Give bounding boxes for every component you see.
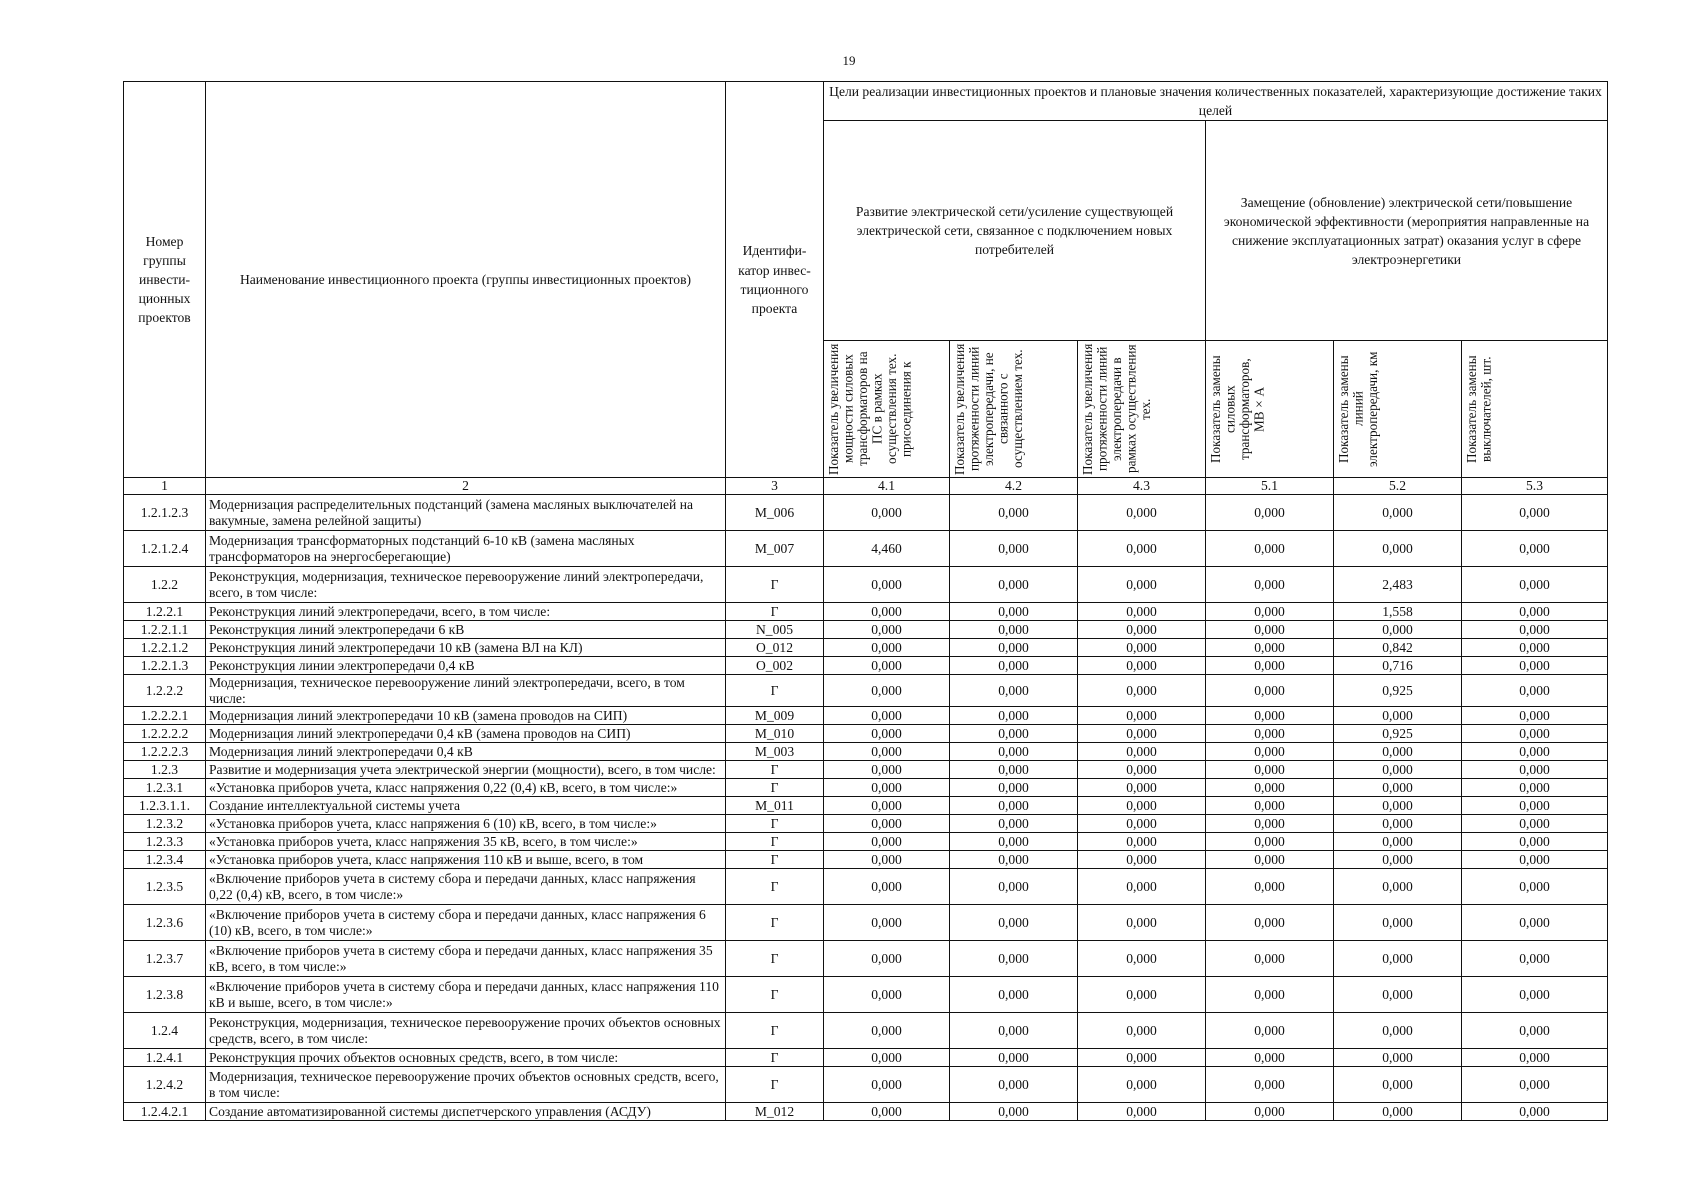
indicator-value-cell: 0,000: [824, 797, 950, 815]
project-id-cell: Г: [726, 1067, 824, 1103]
indicator-value-cell: 0,000: [1078, 905, 1206, 941]
indicator-value-cell: 0,000: [1206, 1103, 1334, 1121]
project-id-cell: М_009: [726, 707, 824, 725]
project-name-cell: Реконструкция линий электропередачи 10 кВ (замена ВЛ на КЛ): [206, 639, 726, 657]
project-id-cell: Г: [726, 815, 824, 833]
indicator-value-cell: 0,000: [1206, 977, 1334, 1013]
indicator-value-cell: 0,000: [950, 531, 1078, 567]
indicator-value-cell: 0,000: [1462, 833, 1608, 851]
table-row: [124, 531, 1608, 567]
indicator-value-cell: 0,000: [950, 1067, 1078, 1103]
indicator-value-cell: 1,558: [1334, 603, 1462, 621]
table-row: [124, 657, 1608, 675]
table-row: [124, 851, 1608, 869]
header-network-development: Развитие электрической сети/усиление существующей электрической сети, связанное с подключением новых потребителей: [824, 121, 1206, 341]
project-name-cell: «Установка приборов учета, класс напряжения 0,22 (0,4) кВ, всего, в том числе:»: [206, 779, 726, 797]
indicator-value-cell: 0,000: [1206, 815, 1334, 833]
indicator-value-cell: 0,000: [950, 725, 1078, 743]
project-id-cell: Г: [726, 851, 824, 869]
table-row: [124, 603, 1608, 621]
indicator-value-cell: 0,000: [1334, 905, 1462, 941]
indicator-value-cell: 0,000: [1334, 941, 1462, 977]
group-number-cell: 1.2.3.2: [124, 815, 206, 833]
indicator-value-cell: 0,925: [1334, 725, 1462, 743]
project-id-cell: Г: [726, 675, 824, 707]
table-row: [124, 761, 1608, 779]
project-name-cell: Модернизация линий электропередачи 0,4 кВ (замена проводов на СИП): [206, 725, 726, 743]
indicator-value-cell: 0,000: [1462, 1067, 1608, 1103]
indicator-value-cell: 0,000: [824, 1049, 950, 1067]
indicator-value-cell: 0,000: [824, 869, 950, 905]
indicator-value-cell: 0,000: [824, 621, 950, 639]
col-number: 2: [206, 478, 726, 495]
indicator-value-cell: 0,000: [824, 833, 950, 851]
project-id-cell: Г: [726, 567, 824, 603]
indicator-value-cell: 2,483: [1334, 567, 1462, 603]
header-group-number: Номер группы инвести-ционных проектов: [124, 82, 206, 478]
group-number-cell: 1.2.4.2: [124, 1067, 206, 1103]
indicator-value-cell: 0,000: [1206, 1013, 1334, 1049]
indicator-value-cell: 0,000: [824, 815, 950, 833]
indicator-value-cell: 0,000: [824, 707, 950, 725]
table-row: [124, 833, 1608, 851]
group-number-cell: 1.2.2.2.2: [124, 725, 206, 743]
indicator-value-cell: 0,000: [1462, 531, 1608, 567]
project-name-cell: Создание интеллектуальной системы учета: [206, 797, 726, 815]
indicator-value-cell: 0,000: [1462, 1103, 1608, 1121]
indicator-value-cell: 0,000: [1334, 531, 1462, 567]
project-name-cell: Модернизация линий электропередачи 10 кВ (замена проводов на СИП): [206, 707, 726, 725]
indicator-value-cell: 0,000: [1078, 603, 1206, 621]
table-row: [124, 495, 1608, 531]
header-col-4-2: Показатель увеличения протяженности линий электропередачи, не связанного с осуществлением тех.: [950, 341, 1078, 478]
project-id-cell: Г: [726, 941, 824, 977]
project-id-cell: Г: [726, 603, 824, 621]
indicator-value-cell: 0,000: [950, 567, 1078, 603]
indicator-value-cell: 0,000: [1334, 977, 1462, 1013]
group-number-cell: 1.2.4.1: [124, 1049, 206, 1067]
page-number: 19: [842, 53, 856, 68]
indicator-value-cell: 0,000: [1206, 797, 1334, 815]
indicator-value-cell: 0,000: [1206, 657, 1334, 675]
project-id-cell: М_003: [726, 743, 824, 761]
project-id-cell: М_012: [726, 1103, 824, 1121]
indicator-value-cell: 0,000: [1462, 621, 1608, 639]
indicator-value-cell: 0,000: [1206, 603, 1334, 621]
table-row: [124, 567, 1608, 603]
indicator-value-cell: 0,000: [1462, 495, 1608, 531]
indicator-value-cell: 0,000: [950, 905, 1078, 941]
project-id-cell: Г: [726, 833, 824, 851]
project-name-cell: «Включение приборов учета в систему сбора и передачи данных, класс напряжения 6 (10) кВ, всего, в том числе:»: [206, 905, 726, 941]
indicator-value-cell: 0,000: [950, 621, 1078, 639]
project-name-cell: Модернизация, техническое перевооружение линий электропередачи, всего, в том числе:: [206, 675, 726, 707]
col-number: 4.3: [1078, 478, 1206, 495]
indicator-value-cell: 0,000: [1206, 761, 1334, 779]
project-id-cell: N_005: [726, 621, 824, 639]
indicator-value-cell: 0,000: [824, 657, 950, 675]
indicator-value-cell: 0,000: [950, 869, 1078, 905]
indicator-value-cell: 0,000: [824, 779, 950, 797]
project-id-cell: Г: [726, 761, 824, 779]
indicator-value-cell: 0,000: [1206, 567, 1334, 603]
group-number-cell: 1.2.2.1.2: [124, 639, 206, 657]
indicator-value-cell: 0,000: [1078, 815, 1206, 833]
indicator-value-cell: 0,000: [1334, 869, 1462, 905]
header-col-4-3: Показатель увеличения протяженности линий электропередачи в рамках осуществления тех.: [1078, 341, 1206, 478]
project-id-cell: М_011: [726, 797, 824, 815]
indicator-value-cell: 0,000: [1206, 851, 1334, 869]
group-number-cell: 1.2.2.1.1: [124, 621, 206, 639]
indicator-value-cell: 0,000: [1206, 869, 1334, 905]
indicator-value-cell: 4,460: [824, 531, 950, 567]
indicator-value-cell: 0,000: [1462, 657, 1608, 675]
indicator-value-cell: 0,000: [1206, 743, 1334, 761]
indicator-value-cell: 0,000: [1078, 639, 1206, 657]
indicator-value-cell: 0,000: [950, 797, 1078, 815]
indicator-value-cell: 0,000: [1206, 495, 1334, 531]
indicator-value-cell: 0,000: [950, 495, 1078, 531]
table-row: [124, 977, 1608, 1013]
table-row: [124, 779, 1608, 797]
indicator-value-cell: 0,000: [950, 851, 1078, 869]
indicator-value-cell: 0,000: [1462, 1013, 1608, 1049]
indicator-value-cell: 0,000: [824, 1067, 950, 1103]
indicator-value-cell: 0,000: [950, 1049, 1078, 1067]
project-id-cell: М_007: [726, 531, 824, 567]
indicator-value-cell: 0,000: [1206, 621, 1334, 639]
table-row: [124, 869, 1608, 905]
indicator-value-cell: 0,000: [1462, 761, 1608, 779]
indicator-value-cell: 0,000: [1206, 941, 1334, 977]
group-number-cell: 1.2.1.2.3: [124, 495, 206, 531]
indicator-value-cell: 0,000: [950, 657, 1078, 675]
indicator-value-cell: 0,000: [1206, 707, 1334, 725]
project-id-cell: Г: [726, 977, 824, 1013]
group-number-cell: 1.2.3.4: [124, 851, 206, 869]
project-name-cell: Реконструкция, модернизация, техническое перевооружение прочих объектов основных средств, всего, в том числе:: [206, 1013, 726, 1049]
table-row: [124, 815, 1608, 833]
indicator-value-cell: 0,000: [1078, 761, 1206, 779]
header-col-5-2: Показатель замены линий электропередачи, км: [1334, 341, 1462, 478]
indicator-value-cell: 0,000: [950, 1103, 1078, 1121]
indicator-value-cell: 0,000: [1462, 675, 1608, 707]
col-number: 5.3: [1462, 478, 1608, 495]
indicator-value-cell: 0,000: [1078, 725, 1206, 743]
indicator-value-cell: 0,000: [1206, 725, 1334, 743]
table-row: [124, 639, 1608, 657]
indicator-value-cell: 0,000: [1078, 495, 1206, 531]
header-project-name: Наименование инвестиционного проекта (группы инвестиционных проектов): [206, 82, 726, 478]
project-name-cell: Развитие и модернизация учета электрической энергии (мощности), всего, в том числе:: [206, 761, 726, 779]
project-id-cell: Г: [726, 869, 824, 905]
header-project-id: Идентифи-катор инвес-тиционного проекта: [726, 82, 824, 478]
group-number-cell: 1.2.4: [124, 1013, 206, 1049]
indicator-value-cell: 0,000: [1462, 779, 1608, 797]
group-number-cell: 1.2.3.7: [124, 941, 206, 977]
indicator-value-cell: 0,000: [824, 603, 950, 621]
indicator-value-cell: 0,925: [1334, 675, 1462, 707]
indicator-value-cell: 0,000: [1206, 675, 1334, 707]
indicator-value-cell: 0,000: [950, 815, 1078, 833]
col-number: 5.1: [1206, 478, 1334, 495]
indicator-value-cell: 0,000: [1462, 725, 1608, 743]
indicator-value-cell: 0,000: [950, 761, 1078, 779]
indicator-value-cell: 0,000: [1078, 851, 1206, 869]
indicator-value-cell: 0,000: [824, 639, 950, 657]
group-number-cell: 1.2.3.1.1.: [124, 797, 206, 815]
indicator-value-cell: 0,000: [1334, 495, 1462, 531]
indicator-value-cell: 0,000: [1206, 833, 1334, 851]
indicator-value-cell: 0,000: [824, 761, 950, 779]
header-col-5-1: Показатель замены силовых трансформаторов, МВ×А: [1206, 341, 1334, 478]
project-id-cell: Г: [726, 1013, 824, 1049]
indicator-value-cell: 0,000: [1334, 621, 1462, 639]
indicator-value-cell: 0,000: [950, 779, 1078, 797]
project-name-cell: Модернизация распределительных подстанций (замена масляных выключателей на вакумные, замена релейной защиты): [206, 495, 726, 531]
indicator-value-cell: 0,000: [824, 567, 950, 603]
project-name-cell: Реконструкция прочих объектов основных средств, всего, в том числе:: [206, 1049, 726, 1067]
investment-table: [123, 81, 1608, 1121]
indicator-value-cell: 0,000: [950, 1013, 1078, 1049]
project-id-cell: О_002: [726, 657, 824, 675]
group-number-cell: 1.2.2.2: [124, 675, 206, 707]
indicator-value-cell: 0,000: [1206, 1049, 1334, 1067]
indicator-value-cell: 0,000: [824, 495, 950, 531]
col-number: 1: [124, 478, 206, 495]
project-name-cell: «Установка приборов учета, класс напряжения 6 (10) кВ, всего, в том числе:»: [206, 815, 726, 833]
indicator-value-cell: 0,000: [1334, 797, 1462, 815]
indicator-value-cell: 0,000: [950, 833, 1078, 851]
project-name-cell: Реконструкция линий электропередачи 6 кВ: [206, 621, 726, 639]
indicator-value-cell: 0,000: [1462, 869, 1608, 905]
group-number-cell: 1.2.2.2.3: [124, 743, 206, 761]
indicator-value-cell: 0,000: [824, 743, 950, 761]
table-row: [124, 1049, 1608, 1067]
project-id-cell: М_006: [726, 495, 824, 531]
table-row: [124, 797, 1608, 815]
header-goals: Цели реализации инвестиционных проектов и плановые значения количественных показателей, характеризующие достижение таких целей: [824, 82, 1608, 121]
indicator-value-cell: 0,000: [1078, 941, 1206, 977]
indicator-value-cell: 0,000: [950, 743, 1078, 761]
indicator-value-cell: 0,000: [1334, 815, 1462, 833]
indicator-value-cell: 0,000: [1206, 779, 1334, 797]
group-number-cell: 1.2.4.2.1: [124, 1103, 206, 1121]
indicator-value-cell: 0,000: [824, 851, 950, 869]
indicator-value-cell: 0,000: [950, 707, 1078, 725]
project-id-cell: Г: [726, 779, 824, 797]
indicator-value-cell: 0,000: [1462, 797, 1608, 815]
group-number-cell: 1.2.2: [124, 567, 206, 603]
indicator-value-cell: 0,000: [1462, 707, 1608, 725]
project-name-cell: Модернизация трансформаторных подстанций 6-10 кВ (замена масляных трансформаторов на энергосберегающие): [206, 531, 726, 567]
indicator-value-cell: 0,000: [1078, 779, 1206, 797]
indicator-value-cell: 0,000: [950, 941, 1078, 977]
indicator-value-cell: 0,000: [824, 977, 950, 1013]
indicator-value-cell: 0,000: [1206, 639, 1334, 657]
col-number: 3: [726, 478, 824, 495]
group-number-cell: 1.2.3.5: [124, 869, 206, 905]
indicator-value-cell: 0,000: [1078, 531, 1206, 567]
project-id-cell: Г: [726, 1049, 824, 1067]
group-number-cell: 1.2.2.1: [124, 603, 206, 621]
indicator-value-cell: 0,000: [1334, 761, 1462, 779]
project-name-cell: «Включение приборов учета в систему сбора и передачи данных, класс напряжения 0,22 (0,4) кВ, всего, в том числе:»: [206, 869, 726, 905]
indicator-value-cell: 0,000: [950, 639, 1078, 657]
indicator-value-cell: 0,842: [1334, 639, 1462, 657]
indicator-value-cell: 0,000: [1462, 977, 1608, 1013]
indicator-value-cell: 0,000: [950, 977, 1078, 1013]
indicator-value-cell: 0,000: [1078, 675, 1206, 707]
indicator-value-cell: 0,000: [1462, 851, 1608, 869]
indicator-value-cell: 0,000: [1078, 1013, 1206, 1049]
group-number-cell: 1.2.3.1: [124, 779, 206, 797]
indicator-value-cell: 0,000: [1078, 1067, 1206, 1103]
project-name-cell: «Включение приборов учета в систему сбора и передачи данных, класс напряжения 35 кВ, всего, в том числе:»: [206, 941, 726, 977]
table-row: [124, 1067, 1608, 1103]
indicator-value-cell: 0,000: [1078, 1103, 1206, 1121]
indicator-value-cell: 0,000: [824, 1103, 950, 1121]
indicator-value-cell: 0,000: [1206, 531, 1334, 567]
project-name-cell: Модернизация линий электропередачи 0,4 кВ: [206, 743, 726, 761]
header-network-replacement: Замещение (обновление) электрической сети/повышение экономической эффективности (мероприятия направленные на снижение эксплуатационных затрат) оказания услуг в сфере электроэнергетики: [1206, 121, 1608, 341]
indicator-value-cell: 0,000: [1078, 869, 1206, 905]
indicator-value-cell: 0,000: [1462, 603, 1608, 621]
table-row: [124, 941, 1608, 977]
project-id-cell: М_010: [726, 725, 824, 743]
project-name-cell: «Установка приборов учета, класс напряжения 35 кВ, всего, в том числе:»: [206, 833, 726, 851]
project-id-cell: Г: [726, 905, 824, 941]
group-number-cell: 1.2.3.6: [124, 905, 206, 941]
indicator-value-cell: 0,000: [1462, 1049, 1608, 1067]
project-name-cell: «Установка приборов учета, класс напряжения 110 кВ и выше, всего, в том: [206, 851, 726, 869]
indicator-value-cell: 0,000: [950, 603, 1078, 621]
col-number: 5.2: [1334, 478, 1462, 495]
indicator-value-cell: 0,000: [1334, 1049, 1462, 1067]
indicator-value-cell: 0,000: [1078, 657, 1206, 675]
indicator-value-cell: 0,000: [1462, 905, 1608, 941]
indicator-value-cell: 0,000: [1334, 851, 1462, 869]
col-number: 4.2: [950, 478, 1078, 495]
indicator-value-cell: 0,000: [1078, 833, 1206, 851]
indicator-value-cell: 0,000: [824, 675, 950, 707]
indicator-value-cell: 0,000: [1462, 815, 1608, 833]
indicator-value-cell: 0,000: [1334, 1067, 1462, 1103]
indicator-value-cell: 0,000: [1334, 779, 1462, 797]
indicator-value-cell: 0,000: [824, 1013, 950, 1049]
indicator-value-cell: 0,716: [1334, 657, 1462, 675]
indicator-value-cell: 0,000: [1462, 567, 1608, 603]
group-number-cell: 1.2.3.8: [124, 977, 206, 1013]
col-number: 4.1: [824, 478, 950, 495]
indicator-value-cell: 0,000: [1078, 707, 1206, 725]
project-name-cell: Реконструкция линии электропередачи 0,4 кВ: [206, 657, 726, 675]
indicator-value-cell: 0,000: [1078, 567, 1206, 603]
indicator-value-cell: 0,000: [1078, 1049, 1206, 1067]
project-name-cell: «Включение приборов учета в систему сбора и передачи данных, класс напряжения 110 кВ и выше, всего, в том числе:»: [206, 977, 726, 1013]
group-number-cell: 1.2.1.2.4: [124, 531, 206, 567]
indicator-value-cell: 0,000: [1078, 977, 1206, 1013]
project-name-cell: Модернизация, техническое перевооружение прочих объектов основных средств, всего, в том числе:: [206, 1067, 726, 1103]
indicator-value-cell: 0,000: [1334, 833, 1462, 851]
table-row: [124, 743, 1608, 761]
project-name-cell: Создание автоматизированной системы диспетчерского управления (АСДУ): [206, 1103, 726, 1121]
indicator-value-cell: 0,000: [1206, 905, 1334, 941]
indicator-value-cell: 0,000: [824, 725, 950, 743]
project-name-cell: Реконструкция линий электропередачи, всего, в том числе:: [206, 603, 726, 621]
indicator-value-cell: 0,000: [1334, 1013, 1462, 1049]
table-row: [124, 621, 1608, 639]
indicator-value-cell: 0,000: [1462, 941, 1608, 977]
indicator-value-cell: 0,000: [824, 905, 950, 941]
group-number-cell: 1.2.2.1.3: [124, 657, 206, 675]
table-row: [124, 675, 1608, 707]
indicator-value-cell: 0,000: [950, 675, 1078, 707]
indicator-value-cell: 0,000: [1078, 743, 1206, 761]
indicator-value-cell: 0,000: [1078, 621, 1206, 639]
header-col-5-3: Показатель замены выключателей, шт.: [1462, 341, 1608, 478]
indicator-value-cell: 0,000: [824, 941, 950, 977]
indicator-value-cell: 0,000: [1334, 707, 1462, 725]
indicator-value-cell: 0,000: [1462, 743, 1608, 761]
indicator-value-cell: 0,000: [1206, 1067, 1334, 1103]
group-number-cell: 1.2.2.2.1: [124, 707, 206, 725]
project-id-cell: О_012: [726, 639, 824, 657]
header-col-4-1: Показатель увеличения мощности силовых трансформаторов на ПС в рамках осуществления тех. присоединения к: [824, 341, 950, 478]
project-name-cell: Реконструкция, модернизация, техническое перевооружение линий электропередачи, всего, в том числе:: [206, 567, 726, 603]
indicator-value-cell: 0,000: [1462, 639, 1608, 657]
group-number-cell: 1.2.3: [124, 761, 206, 779]
group-number-cell: 1.2.3.3: [124, 833, 206, 851]
column-number-row: [124, 478, 1608, 495]
table-row: [124, 905, 1608, 941]
indicator-value-cell: 0,000: [1334, 743, 1462, 761]
table-row: [124, 1013, 1608, 1049]
table-row: [124, 725, 1608, 743]
table-row: [124, 707, 1608, 725]
indicator-value-cell: 0,000: [1078, 797, 1206, 815]
table-row: [124, 1103, 1608, 1121]
indicator-value-cell: 0,000: [1334, 1103, 1462, 1121]
